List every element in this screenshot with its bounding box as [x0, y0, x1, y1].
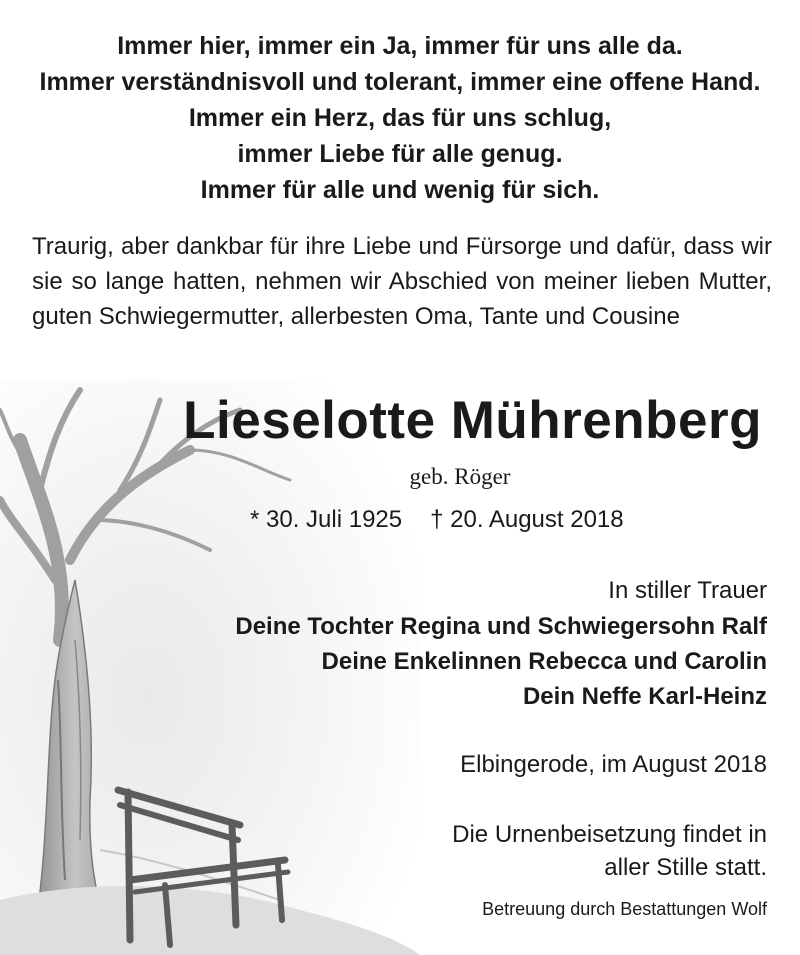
deceased-name: Lieselotte Mührenberg [183, 391, 762, 450]
poem [0, 28, 800, 208]
undertaker-credit: Betreuung durch Bestattungen Wolf [482, 899, 767, 919]
mourner-line: Dein Neffe Karl-Heinz [522, 683, 767, 710]
poem-line: Immer für alle und wenig für sich. [200, 176, 600, 204]
poem-line: Immer hier, immer ein Ja, immer für uns alle da. [117, 32, 683, 60]
burial-notice [452, 818, 767, 884]
mourning-heading: In stiller Trauer [608, 577, 767, 604]
mourner-line: Deine Tochter Regina und Schwiegersohn Ralf [235, 613, 767, 640]
place-and-date: Elbingerode, im August 2018 [460, 751, 767, 778]
poem-line: Immer verständnisvoll und tolerant, immer eine offene Hand. [39, 68, 761, 96]
burial-line: Die Urnenbeisetzung findet in [452, 821, 767, 848]
intro-paragraph: Traurig, aber dankbar für ihre Liebe und Fürsorge und dafür, dass wir sie so lange hatten, nehmen wir Abschied von meiner lieben Mutter, guten Schwiegermutter, allerbesten Oma, Tante und Cousine [32, 233, 772, 330]
poem-line: Immer ein Herz, das für uns schlug, [188, 104, 612, 132]
life-dates [250, 504, 624, 536]
mourner-line: Deine Enkelinnen Rebecca und Carolin [321, 648, 767, 675]
death-date: † 20. August 2018 [430, 506, 624, 533]
poem-line: immer Liebe für alle genug. [237, 140, 563, 168]
birth-date: * 30. Juli 1925 [250, 506, 403, 533]
birth-name: geb. Röger [409, 464, 511, 489]
burial-line: aller Stille statt. [604, 854, 767, 881]
